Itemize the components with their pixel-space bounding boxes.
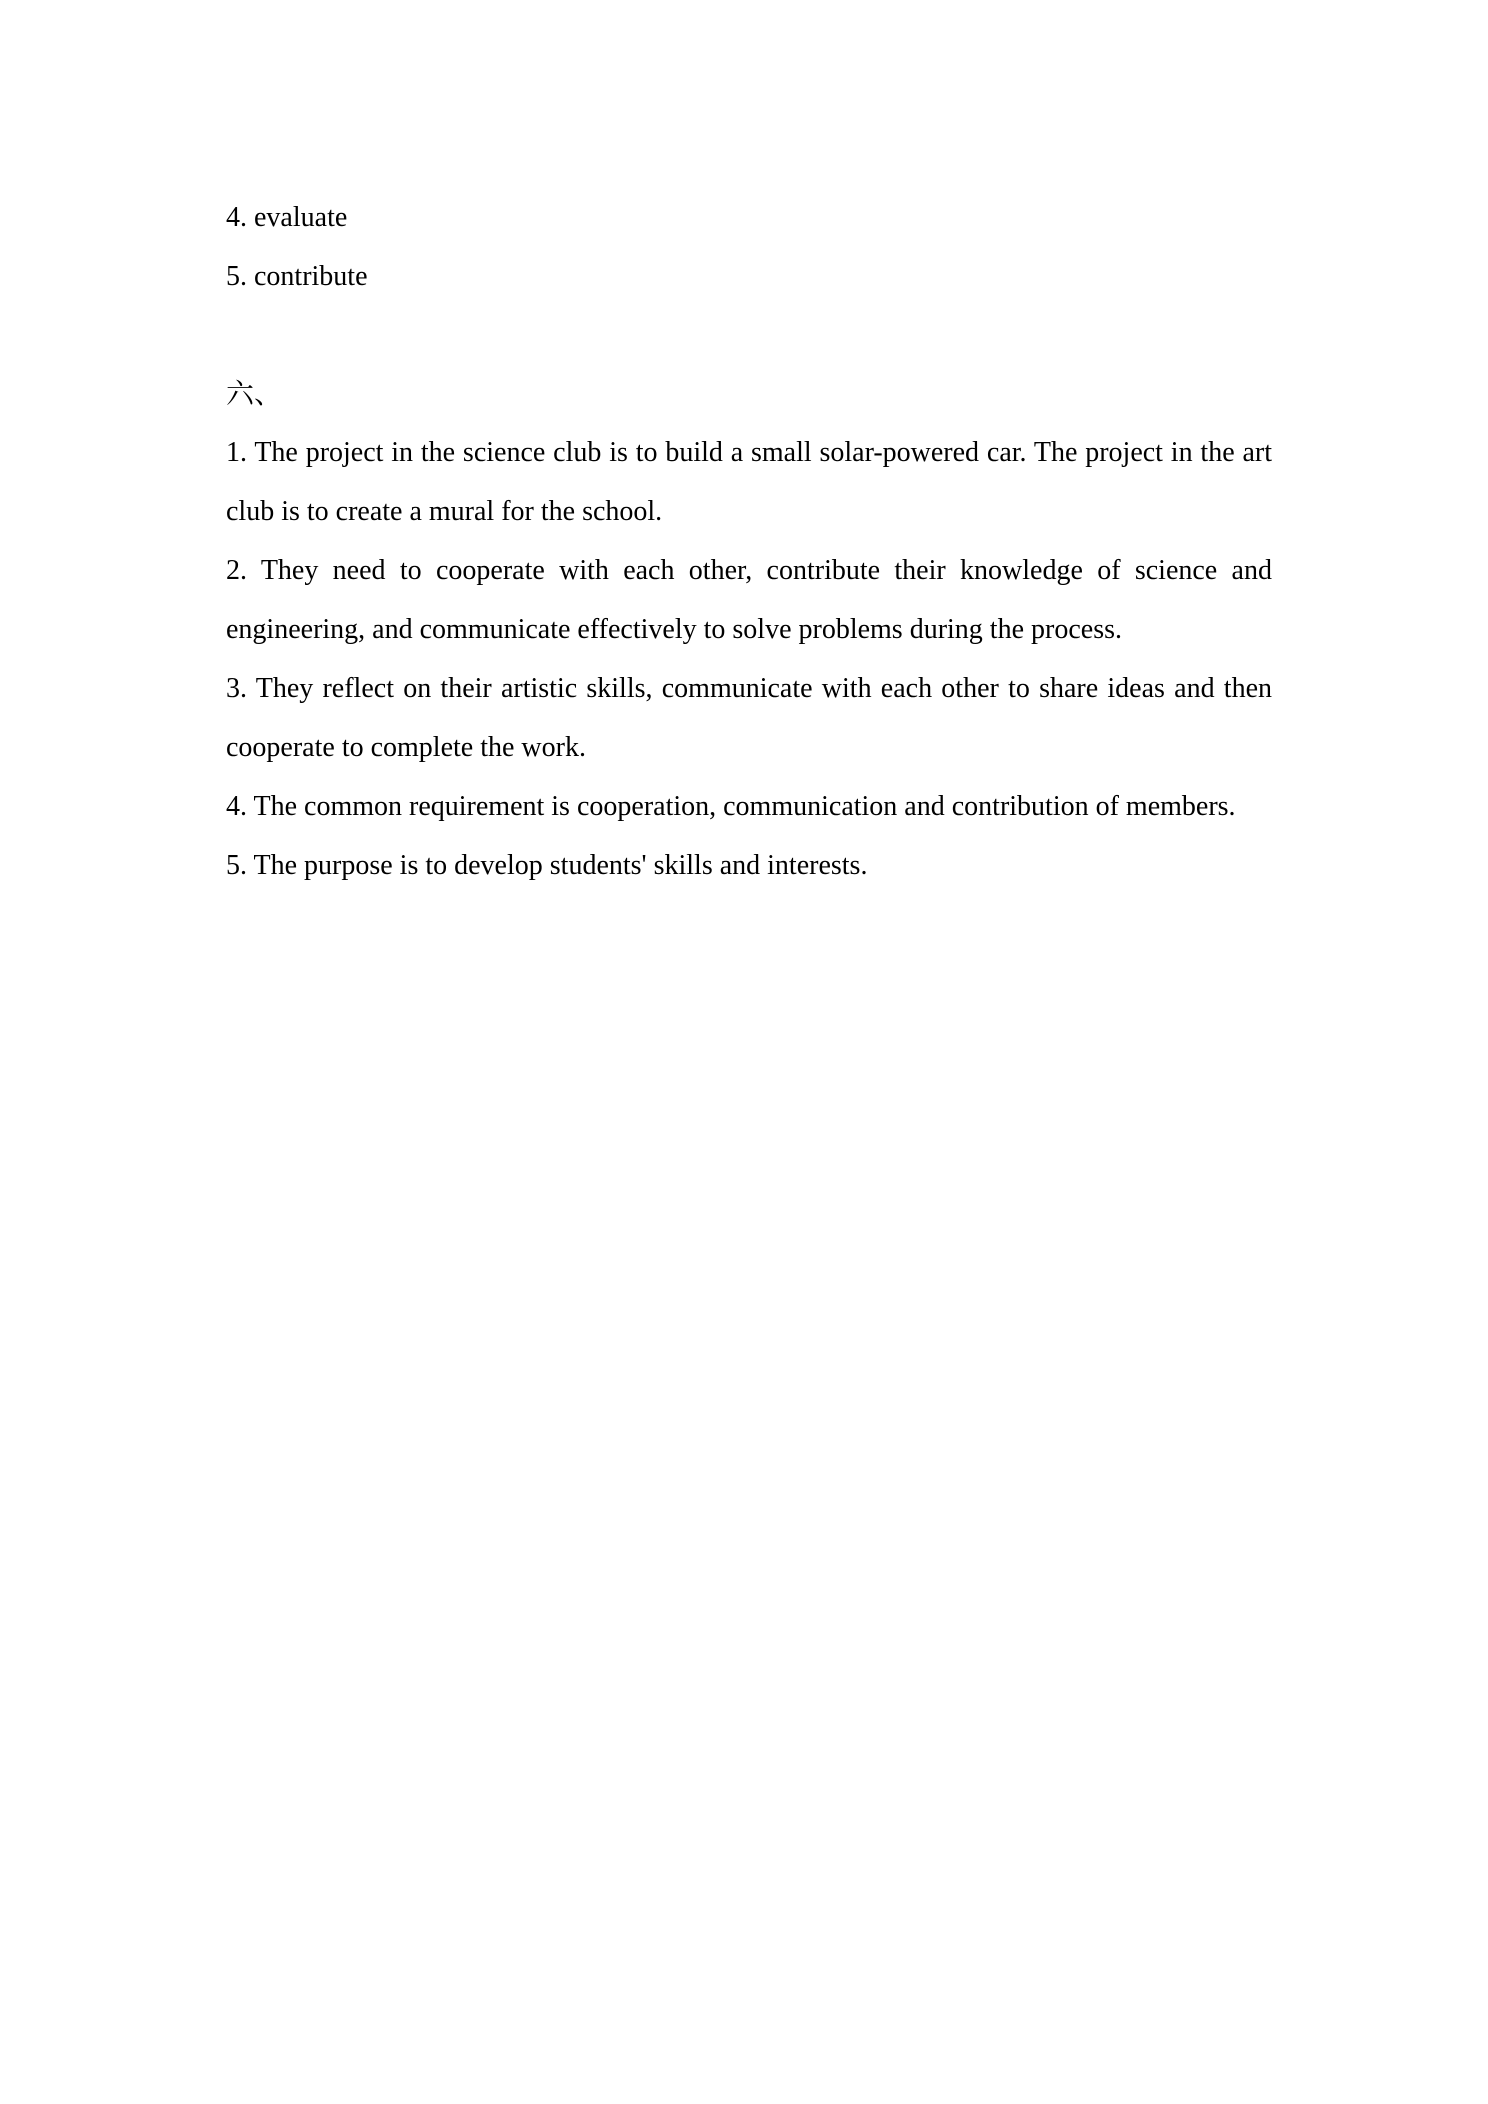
list-item: 5. contribute (226, 261, 368, 292)
answer-paragraph: 2. They need to cooperate with each other, contribute their knowledge of science and engineering, and communicate effectively to solve problems during the process. (226, 555, 1272, 645)
document-content (226, 188, 1272, 895)
answer-paragraph: 4. The common requirement is cooperation, communication and contribution of members. (226, 791, 1236, 822)
section-spacer (226, 306, 1272, 364)
answer-paragraph: 3. They reflect on their artistic skills, communicate with each other to share ideas and then cooperate to complete the work. (226, 673, 1272, 763)
list-item: 4. evaluate (226, 202, 348, 233)
answer-paragraph: 5. The purpose is to develop students' skills and interests. (226, 850, 868, 881)
section-heading: 六、 (226, 377, 283, 410)
answer-paragraph: 1. The project in the science club is to build a small solar-powered car. The project in the art club is to create a mural for the school. (226, 437, 1272, 527)
